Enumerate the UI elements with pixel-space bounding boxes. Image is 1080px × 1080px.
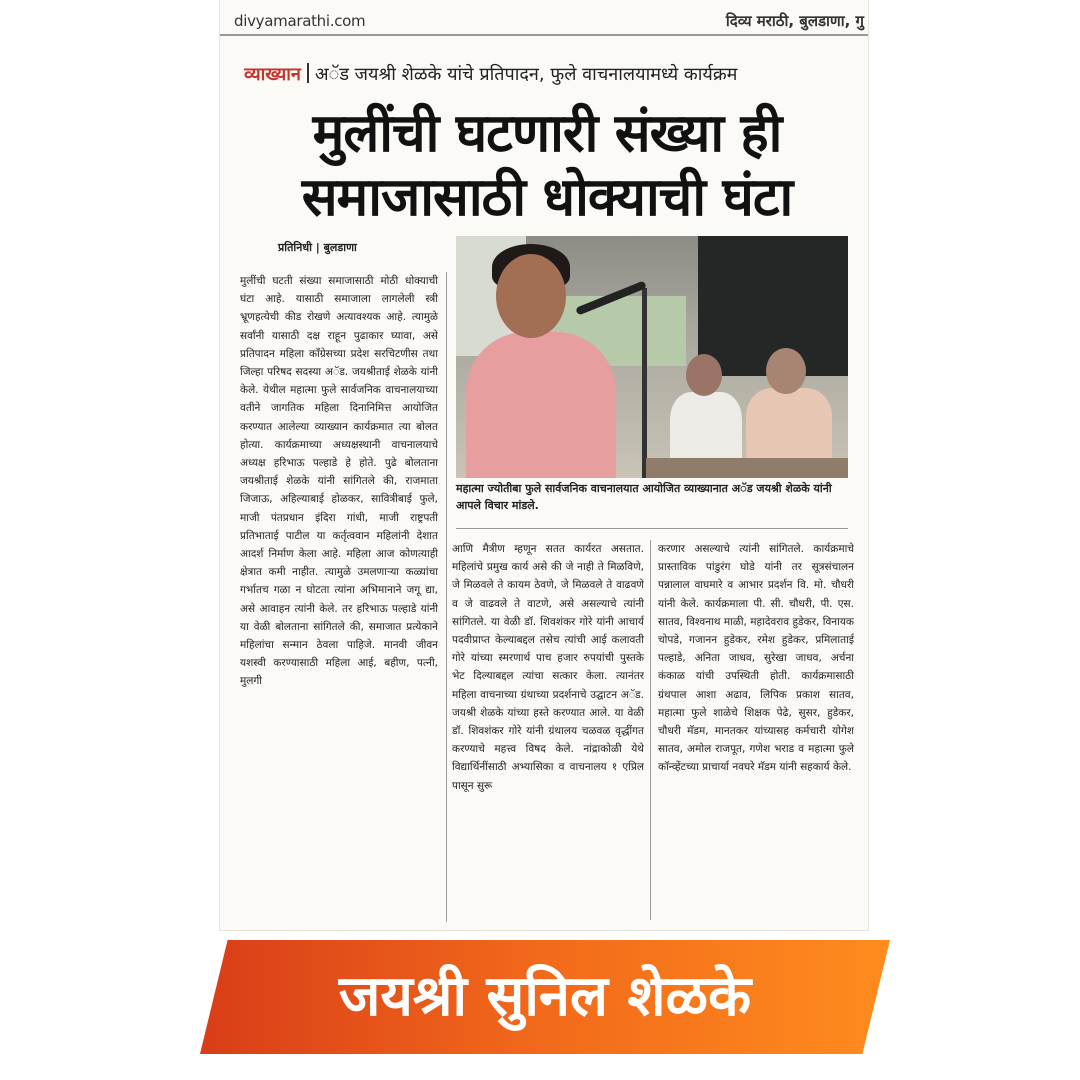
kicker-tag: व्याख्यान — [244, 64, 301, 85]
column-rule — [446, 272, 447, 922]
masthead — [220, 8, 868, 36]
guest-head-2 — [766, 348, 806, 394]
article-column-1: मुलींची घटती संख्या समाजासाठी मोठी धोक्याची घंटा आहे. यासाठी समाजाला लागलेली स्त्री भ्रूणहत्येची कीड रोखणे अत्यावश्यक आहे. त्यामुळे सर्वांनी यासाठी दक्ष राहून पुढाकार घ्यावा, असे प्रतिपादन महिला काँग्रेसच्या प्रदेश सरचिटणीस तथा जिल्हा परिषद सदस्या अॅड. जयश्रीताई शेळके यांनी केले. येथील महात्मा फुले सार्वजनिक वाचनालयाच्या वतीने जागतिक महिला दिनानिमित्त आयोजित करण्यात आलेल्या व्याख्यान कार्यक्रमात त्या बोलत होत्या. कार्यक्रमाच्या अध्यक्षस्थानी वाचनालयाचे अध्यक्ष हरिभाऊ पल्हाडे हे होते. पुढे बोलताना जयश्रीताई शेळके यांनी सांगितले की, राजमाता जिजाऊ, अहिल्याबाई होळकर, सावित्रीबाई फुले, माजी पंतप्रधान इंदिरा गांधी, माजी राष्ट्रपती प्रतिभाताई पाटील या कर्तृत्ववान महिलांनी देशात आदर्श निर्माण केला आहे. महिला आज कोणत्याही क्षेत्रात कमी नाहीत. त्यामुळे उमलणाऱ्या कळ्यांचा गर्भातच गळा न घोटता त्यांना अभिमानाने जगू द्या, असे आवाहन त्यांनी केले. तर हरिभाऊ पल्हाडे यांनी या वेळी बोलताना सांगितले की, समाजात प्रत्येकाने महिलांचा सन्मान ठेवला पाहिजे. मानवी जीवन यशस्वी करण्यासाठी महिला आई, बहीण, पत्नी, मुलगी — [240, 275, 438, 688]
column-rule — [650, 540, 651, 920]
byline: प्रतिनिधी | बुलडाणा — [278, 241, 357, 254]
banner-name: जयश्री सुनिल शेळके — [338, 964, 752, 1029]
name-banner — [200, 940, 890, 1054]
site-name: divyamarathi.com — [234, 12, 366, 30]
kicker — [244, 62, 854, 88]
article-column-3: करणार असल्याचे त्यांनी सांगितले. कार्यक्रमाचे प्रास्ताविक पांडुरंग घोडे यांनी तर सूत्रसंचालन पन्नालाल वाघमारे व आभार प्रदर्शन वि. मो. चौधरी यांनी केले. कार्यक्रमाला पी. सी. चौधरी, पी. एस. सातव, विश्वनाथ माळी, महादेवराव हुडेकर, विनायक चोपडे, गजानन हुडेकर, रमेश हुडेकर, प्रमिलाताई पल्हाडे, अनिता जाधव, सुरेखा जाधव, अर्चना कंकाळ यांची उपस्थिती होती. कार्यक्रमासाठी ग्रंथपाल आशा अढाव, लिपिक प्रकाश सातव, महात्मा फुले शाळेचे शिक्षक पेढे, सुसर, हुडेकर, चौधरी मॅडम, मानतकर यांच्यासह कर्मचारी योगेश सातव, अमोल राजपूत, गणेश भराड व महात्मा फुले कॉन्व्हेंटच्या प्राचार्या नवघरे मॅडम यांनी सहकार्य केले. — [658, 543, 854, 774]
paper-edition: दिव्य मराठी, बुलडाणा, गु — [725, 12, 864, 30]
photo-table — [646, 458, 848, 478]
headline: मुलींची घटणारी संख्या ही समाजासाठी धोक्याची घंटा — [301, 103, 793, 228]
article-column-2: आणि मैत्रीण म्हणून सतत कार्यरत असतात. महिलांचे प्रमुख कार्य असे की जे नाही ते मिळविणे, जे मिळवले ते कायम ठेवणे, जे मिळवले ते वाढवणे व जे वाढवले ते वाटणे, असे असल्याचे त्यांनी सांगितले. या वेळी डॉ. शिवशंकर गोरे यांनी आचार्य पदवीप्राप्त केल्याबद्दल तसेच त्यांची आई कलावती गोरे यांच्या स्मरणार्थ पाच हजार रुपयांची पुस्तके भेट दिल्याबद्दल त्यांचा सत्कार केला. त्यानंतर महिला वाचनाच्या ग्रंथाच्या प्रदर्शनाचे उद्घाटन अॅड. जयश्री शेळके यांच्या हस्ते करण्यात आले. या वेळी डॉ. शिवशंकर गोरे यांनी ग्रंथालय चळवळ वृद्धींगत करण्याचे महत्त्व विषद केले. नांद्राकोळी येथे विद्यार्थिनींसाठी अभ्यासिका व वाचनालय १ एप्रिल पासून सुरू — [452, 543, 644, 792]
mic-stand — [642, 288, 647, 478]
caption-rule — [456, 528, 848, 529]
speaker-head — [496, 254, 566, 338]
kicker-text: अॅड जयश्री शेळके यांचे प्रतिपादन, फुले वाचनालयामध्ये कार्यक्रम — [314, 64, 738, 85]
newspaper-clipping — [220, 0, 868, 930]
speaker-figure — [466, 332, 616, 478]
kicker-divider — [307, 63, 309, 83]
news-photo — [456, 236, 848, 478]
guest-head-1 — [686, 354, 722, 396]
photo-caption: महात्मा ज्योतीबा फुले सार्वजनिक वाचनालयात आयोजित व्याख्यानात अॅड जयश्री शेळके यांनी आपले विचार मांडले. — [456, 482, 832, 512]
